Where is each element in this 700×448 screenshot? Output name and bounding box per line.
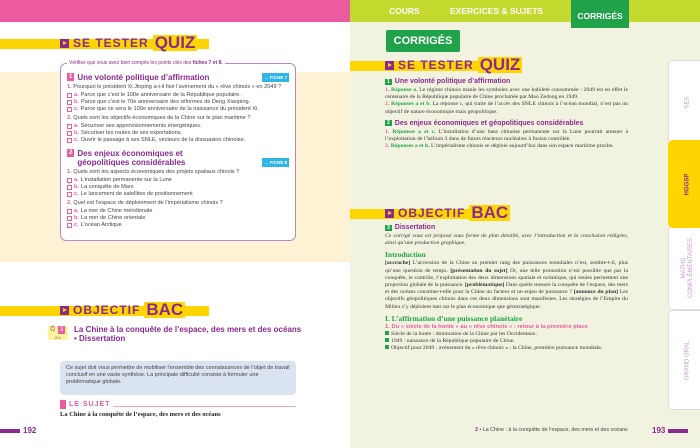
answer-text: La réponse c, qui traite de l’accès des SNLE chinois à l’océan mondial, n’est pas un objectif de nature économique mais géopolitique. (385, 101, 628, 115)
heading-text: SE TESTER (73, 36, 149, 50)
intro-fiches: fiches 7 et 8. (192, 60, 223, 66)
answer-text: Le régime chinois manie les symboles avec une habileté consommée : 2049 est en effet le centenaire de la République populaire de Chine proclamée par Mao Zedong en 1949. (385, 87, 629, 101)
question-text: Pourquoi le président Xi Jinping a-t-il fixé l’avènement du « rêve chinois » en 2049 ? (73, 84, 282, 90)
option-text: Parce que c’est le 100e anniversaire de la République populaire. (80, 92, 241, 98)
quiz-sections (67, 73, 289, 229)
heading-text: SE TESTER (398, 58, 474, 72)
section-title: Une volonté politique d’affirmation (394, 78, 511, 85)
checkbox[interactable] (67, 223, 72, 228)
subpart-heading: 1. Du « siècle de la honte » au « rêve chinois » : retour à la première place (385, 323, 588, 330)
answer-label: Réponses a et b. (391, 101, 431, 108)
option-letter: b. (74, 130, 79, 136)
quiz-section-heading (67, 73, 289, 82)
answer-section-2 (385, 120, 628, 127)
option-text: La mer de Chine méridionale (80, 208, 153, 214)
bullet-text: Siècle de la honte : domination de la Chine par les Occidentaux. (391, 330, 537, 337)
section-number: 1 (387, 78, 390, 85)
page-heading: CORRIGÉS (386, 30, 460, 52)
answer-num: 2. (385, 143, 391, 150)
bac-badge: BAC (471, 203, 509, 222)
section-number: 2 (387, 120, 390, 127)
checkbox[interactable] (67, 107, 72, 112)
answer-text: L’installation d’une base chinoise permanente sur la Lune pourrait amener à l’exploitation de l’hélium 3 dans de futurs réacteurs nucléaires à fusion contrôlée. (385, 128, 628, 143)
option-text: Sécuriser les routes de ses exportations. (80, 130, 183, 136)
option-letter: b. (74, 99, 79, 105)
question-number: 2. (67, 200, 72, 206)
sujet-text: La Chine à la conquête de l’espace, des mers et des océans (60, 411, 221, 418)
side-tab-ses[interactable] (668, 60, 700, 145)
section-number: 2 (69, 150, 73, 156)
option-text: Parce que c’est le 70e anniversaire des réformes de Deng Xiaoping. (80, 99, 251, 105)
part-heading: I. L’affirmation d’une puissance planétaire (385, 313, 523, 323)
side-tab-grand-oral[interactable] (668, 310, 700, 410)
bullet-text: 1949 : naissance de la République populaire de Chine. (391, 338, 515, 345)
fiche-link[interactable]: → FICHE 8 (263, 160, 287, 165)
sujet-heading (60, 400, 296, 409)
option-letter: c. (74, 106, 79, 112)
introduction-text (385, 260, 628, 310)
tab-label: HGGSP (684, 173, 691, 195)
question-text: Quels sont les aspects économiques des projets spatiaux chinois ? (73, 169, 240, 175)
subject-title: La Chine à la conquête de l’espace, des mers et des océans (74, 325, 302, 334)
bullet-text: Objectif pour 2049 : avènement du « rêve chinois » : la Chine, première puissance mondiale. (391, 345, 603, 352)
top-band (0, 0, 350, 22)
option-text: La mer de Chine orientale (80, 215, 146, 221)
question-text: Quels sont les objectifs économiques de la Chine sur le plan maritime ? (73, 115, 251, 121)
checkbox[interactable] (67, 209, 72, 214)
intro-note: Ce corrigé vous est proposé sous forme de plan détaillé, avec l’introduction et la conclusion rédigées, ainsi qu’une production graphique. (385, 233, 628, 247)
play-icon (385, 209, 394, 218)
section-title: Des enjeux économiques et géopolitiques considérables (394, 119, 584, 127)
answer-label: Réponse a. (391, 87, 418, 93)
side-tab-hggsp[interactable] (668, 140, 700, 228)
tab-label: GRAND ORAL (684, 340, 691, 380)
option-letter: c. (74, 137, 79, 143)
option-letter: a. (74, 92, 79, 98)
checkbox[interactable] (67, 124, 72, 129)
page-number-text: 193 (652, 426, 666, 435)
divider (113, 406, 296, 407)
option-text: Ouvrir le passage à ses SNLE, vecteurs de la dissuasion chinoise. (80, 137, 246, 143)
tag: [annonce du plan] (573, 289, 619, 296)
play-icon (60, 306, 69, 315)
section-number: 3 (387, 224, 390, 231)
bullet-icon (385, 331, 389, 335)
play-icon (60, 39, 69, 48)
bac-correction (385, 220, 628, 352)
quiz-intro (67, 60, 225, 66)
answer-section-1 (385, 78, 628, 85)
answer-option[interactable] (67, 215, 289, 222)
checkbox[interactable] (67, 93, 72, 98)
subject-type: • Dissertation (74, 334, 126, 343)
answer-option[interactable] (67, 99, 289, 106)
answer-label: Réponses a et b. (390, 143, 430, 150)
answer-option[interactable] (67, 177, 289, 184)
checkbox[interactable] (67, 178, 72, 183)
heading-text: OBJECTIF (73, 303, 141, 317)
answer-option[interactable] (67, 222, 289, 229)
fiche-link[interactable]: → FICHE 7 (263, 75, 287, 80)
option-letter: c. (74, 191, 79, 197)
tab-label: MATHS COMPLÉMENTAIRES (681, 237, 695, 298)
subject-number: 3 (60, 327, 64, 333)
checkbox[interactable] (67, 185, 72, 190)
answer (385, 129, 628, 143)
answer-option[interactable] (67, 123, 289, 130)
option-letter: a. (74, 208, 79, 214)
checkbox[interactable] (67, 131, 72, 136)
option-letter: c. (74, 222, 79, 228)
question (67, 169, 289, 176)
quiz-heading (385, 57, 522, 73)
footer: 2 • La Chine : à la conquête de l’espace, des mers et des océans (475, 427, 628, 433)
text: Dans quelle mesure la conquête de l’espace, des mers et des océans constitue-t-elle pour la Chine un facteur et un enjeu de puissance ? (385, 282, 628, 296)
option-letter: a. (74, 177, 79, 183)
section-number: 1 (69, 74, 73, 80)
answer-num: 1. (385, 87, 391, 93)
checkbox[interactable] (67, 138, 72, 143)
bullet-icon (385, 338, 389, 342)
bac-badge: BAC (146, 300, 184, 319)
tab-corriges[interactable]: CORRIGÉS (571, 0, 629, 28)
heading-text: OBJECTIF (398, 206, 466, 220)
text: Les objectifs géopolitiques chinois dans ces deux dimensions sont manifestes. Les stratégies de l’Empire du Milieu s’y déploient tant sur le plan économique que géostratégique. (385, 289, 628, 310)
quiz-section-heading (67, 149, 289, 167)
option-text: Parce que ce sera le 100e anniversaire de la naissance du président Xi. (80, 106, 259, 112)
answer-label: Réponses a et c. (392, 128, 436, 135)
question-number: 1. (67, 84, 72, 90)
intro-text: Vérifiez que vous avez bien compris les points clés des (69, 60, 193, 66)
info-note: Ce sujet doit vous permettre de mobiliser l’ensemble des connaissances de l’objet de travail conclusif en une vaste synthèse. La principale difficulté consiste à formuler une problématique globale. (60, 361, 296, 395)
text: L’accession de la Chine au premier rang des puissances mondiales n’est, semble-t-il, plus qu’une question de temps. (385, 260, 628, 274)
dissertation-heading (385, 224, 628, 231)
quiz-answers (385, 74, 628, 150)
answer-num: 1. (385, 128, 393, 135)
option-text: Sécuriser ses approvisionnements énergétiques. (80, 123, 202, 129)
bullet-item (385, 345, 628, 352)
quiz-badge: QUIZ (154, 33, 196, 52)
answer (385, 143, 628, 150)
duration: 2 h (55, 335, 61, 340)
bac-heading (60, 302, 185, 318)
section-title: Des enjeux économiques et géopolitiques considérables (77, 149, 186, 167)
bullet-item (385, 331, 628, 338)
bullet-icon (385, 345, 389, 349)
answer-option[interactable] (67, 130, 289, 137)
section-title: Dissertation (394, 224, 436, 231)
checkbox[interactable] (67, 216, 72, 221)
option-letter: b. (74, 215, 79, 221)
question-number: 1. (67, 169, 72, 175)
text: Or, une telle promotion n’est possible que par la conquête, le contrôle, l’exploitation des deux dimensions spatiale et océanique, qui seules permettent une projection globale de la puissance. (385, 267, 628, 289)
option-text: L’océan Arctique (80, 222, 122, 228)
tab-exercices[interactable]: EXERCICES & SUJETS (450, 6, 544, 16)
answer-option[interactable] (67, 184, 289, 191)
option-letter: b. (74, 184, 79, 190)
answer-option[interactable] (67, 191, 289, 198)
quiz-heading (60, 35, 197, 51)
answer-option[interactable] (67, 106, 289, 113)
question-number: 2. (67, 115, 72, 121)
option-text: Le lancement de satellites de positionnement (80, 191, 193, 197)
bac-heading (385, 205, 510, 221)
option-text: L’installation permanente sur la Lune (80, 177, 172, 183)
document-icon (60, 400, 66, 409)
question (67, 84, 289, 91)
answer-option[interactable] (67, 92, 289, 99)
checkbox[interactable] (67, 100, 72, 105)
answer (385, 87, 628, 101)
page-number-text: 192 (23, 426, 37, 435)
answer-option[interactable] (67, 208, 289, 215)
checkbox[interactable] (67, 192, 72, 197)
duration-badge (48, 326, 68, 340)
quiz-badge: QUIZ (479, 55, 521, 74)
chapter-title: La Chine : à la conquête de l’espace, des mers et des océans (482, 427, 628, 433)
bullet-list (385, 331, 628, 353)
answer-option[interactable] (67, 137, 289, 144)
play-icon (385, 61, 394, 70)
tag: [problématique] (464, 282, 505, 289)
page-number (652, 426, 688, 435)
page-bar (668, 429, 688, 433)
page-number (0, 426, 36, 435)
option-text: La conquête de Mars (80, 184, 134, 190)
sujet-label: LE SUJET (69, 401, 111, 408)
right-page (350, 0, 700, 448)
answer (385, 101, 628, 115)
page-bar (0, 429, 20, 433)
question (67, 200, 289, 207)
question (67, 115, 289, 122)
chapter-number: 2 (475, 427, 478, 433)
timer-icon: ⏱ (50, 326, 56, 333)
introduction-heading: Introduction (385, 250, 426, 260)
question-text: Quel est l’espace de déploiement de l’impérialisme chinois ? (73, 200, 223, 206)
tag: [présentation du sujet] (450, 267, 508, 274)
answer-text: L’impérialisme chinois se déploie aujourd’hui dans son espace maritime proche. (429, 143, 614, 150)
tab-cours[interactable]: COURS (389, 6, 420, 16)
side-tab-maths[interactable] (668, 225, 700, 310)
answer-num: 2. (385, 101, 391, 108)
tag: [accroche] (385, 260, 411, 267)
quiz-box (60, 60, 296, 241)
tab-label: SES (684, 96, 691, 109)
section-title: Une volonté politique d’affirmation (77, 73, 210, 82)
bac-subject-title (74, 325, 301, 343)
option-letter: a. (74, 123, 79, 129)
